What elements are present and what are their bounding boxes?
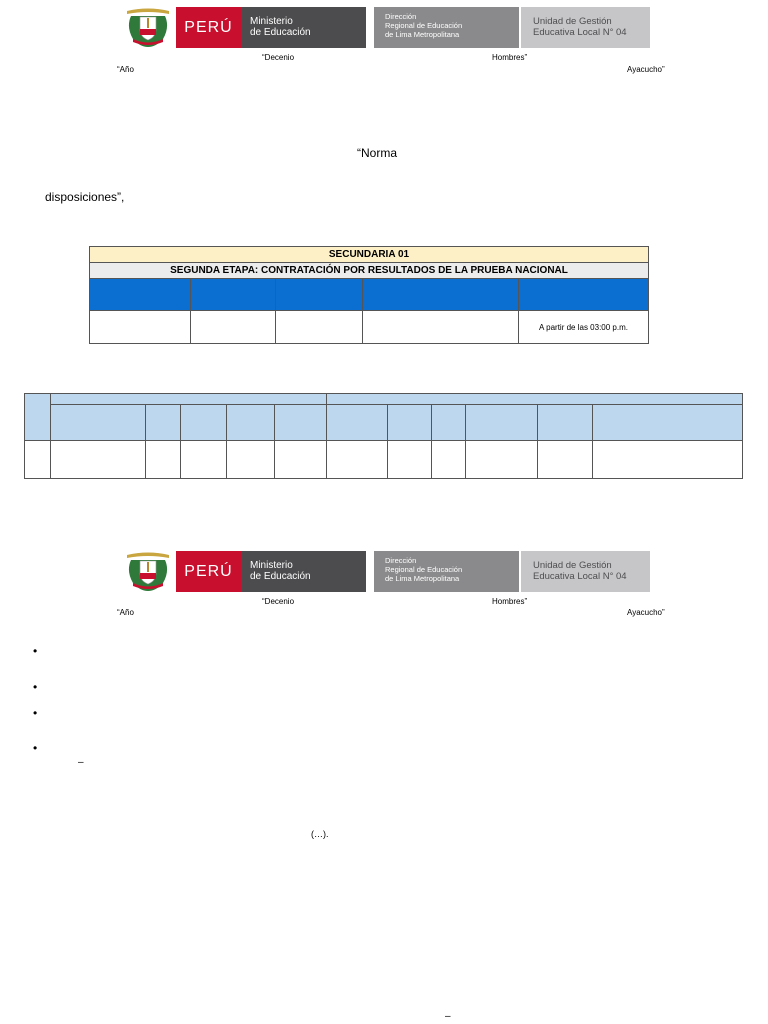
bullet-point: •: [33, 644, 38, 658]
disposiciones-text: disposiciones”,: [45, 190, 125, 204]
schedule-table: [89, 246, 649, 344]
peru-minedu-block: [176, 7, 366, 48]
header-anio: “Año: [117, 608, 134, 617]
table-group-header: [25, 394, 743, 405]
header-banner: [123, 7, 650, 48]
header-banner-2: [123, 551, 650, 592]
table-row: [25, 441, 743, 479]
ellipsis-text: (…).: [311, 829, 329, 839]
table-title: SECUNDARIA 01: [90, 247, 649, 263]
table-subtitle: SEGUNDA ETAPA: CONTRATACIÓN POR RESULTADOS DE LA PRUEBA NACIONAL: [90, 263, 649, 279]
header-decenio: “Decenio: [262, 53, 295, 62]
table-column-header: [25, 405, 743, 441]
header-decenio: “Decenio: [262, 597, 295, 606]
peru-coat-of-arms-icon: [123, 551, 173, 592]
results-table: [24, 393, 743, 479]
header-anio: “Año: [117, 65, 134, 74]
peru-label: PERÚ: [176, 551, 241, 592]
bullet-point: •: [33, 680, 38, 694]
peru-coat-of-arms-icon: [123, 7, 173, 48]
dre-label: Dirección Regional de Educación de Lima Metropolitana: [374, 7, 519, 48]
dash-mark: –: [445, 1011, 451, 1022]
dash-mark: –: [78, 757, 84, 768]
peru-label: PERÚ: [176, 7, 241, 48]
minedu-label: Ministerio de Educación: [241, 551, 366, 592]
minedu-label: Ministerio de Educación: [241, 7, 366, 48]
bullet-point: •: [33, 706, 38, 720]
table-header-row: [90, 279, 649, 311]
peru-minedu-block: [176, 551, 366, 592]
time-cell: A partir de las 03:00 p.m.: [519, 311, 649, 344]
bullet-point: •: [33, 741, 38, 755]
header-ayacucho: Ayacucho”: [627, 65, 665, 74]
norma-text: “Norma: [357, 146, 398, 160]
ugel-label: Unidad de Gestión Educativa Local N° 04: [521, 7, 650, 48]
ugel-label: Unidad de Gestión Educativa Local N° 04: [521, 551, 650, 592]
header-hombres: Hombres”: [492, 597, 528, 606]
dre-label: Dirección Regional de Educación de Lima Metropolitana: [374, 551, 519, 592]
header-ayacucho: Ayacucho”: [627, 608, 665, 617]
header-hombres: Hombres”: [492, 53, 528, 62]
table-row: [90, 311, 649, 344]
